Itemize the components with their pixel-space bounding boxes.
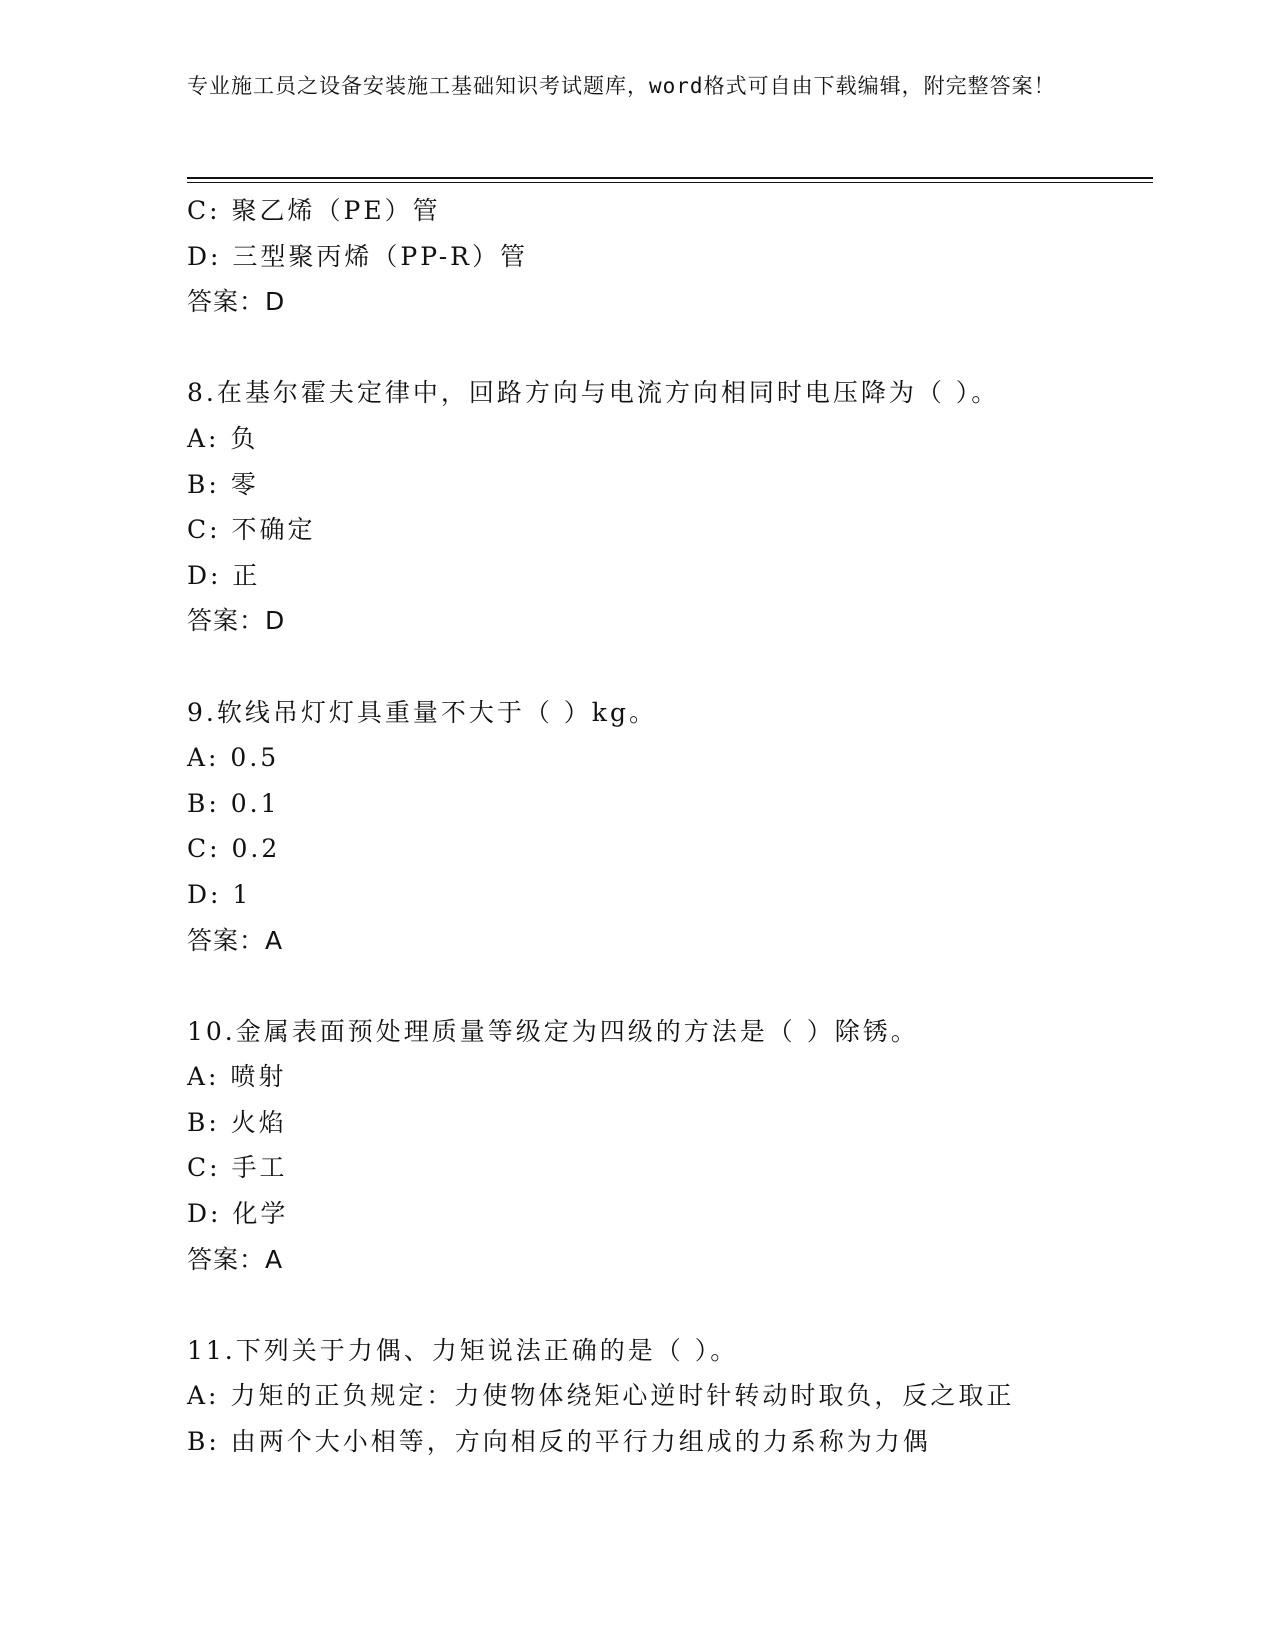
question-stem: 11.下列关于力偶、力矩说法正确的是（ ）。 [187, 1335, 739, 1365]
answer-line: 答案：D [187, 287, 286, 317]
header-rule-thick [187, 177, 1153, 179]
option-b: B: 零 [187, 469, 259, 499]
header-title: 专业施工员之设备安装施工基础知识考试题库，word格式可自由下载编辑，附完整答案！ [187, 74, 1056, 98]
option-d: D: 三型聚丙烯（PP-R）管 [187, 241, 528, 271]
option-b: B: 火焰 [187, 1107, 287, 1137]
option-b: B: 0.1 [187, 788, 280, 818]
spacer [187, 644, 1153, 690]
option-c: C: 聚乙烯（PE）管 [187, 196, 441, 225]
document-body [187, 188, 1153, 1465]
spacer [187, 325, 1153, 371]
header-rule-thin [187, 182, 1153, 183]
option-b: B: 由两个大小相等，方向相反的平行力组成的力系称为力偶 [187, 1427, 931, 1457]
spacer [187, 1282, 1153, 1328]
question-stem: 9.软线吊灯灯具重量不大于（ ）kg。 [187, 697, 657, 727]
answer-line: 答案：A [187, 1244, 284, 1274]
option-d: D: 正 [187, 560, 261, 590]
option-a: A: 力矩的正负规定：力使物体绕矩心逆时针转动时取负，反之取正 [187, 1381, 1015, 1411]
option-c: C: 0.2 [187, 834, 281, 864]
option-d: D: 化学 [187, 1199, 289, 1229]
option-c: C: 不确定 [187, 515, 316, 545]
question-block-11 [187, 1328, 1153, 1465]
option-a: A: 喷射 [187, 1062, 287, 1092]
question-block-8 [187, 370, 1153, 644]
question-block-9 [187, 690, 1153, 964]
spacer [187, 963, 1153, 1009]
document-header [187, 70, 1067, 102]
answer-line: 答案：D [187, 606, 286, 636]
question-block-10 [187, 1009, 1153, 1283]
question-block-continued [187, 188, 1153, 325]
option-c: C: 手工 [187, 1153, 288, 1183]
answer-line: 答案：A [187, 925, 284, 955]
question-stem: 8.在基尔霍夫定律中，回路方向与电流方向相同时电压降为（ ）。 [187, 378, 1000, 408]
question-stem: 10.金属表面预处理质量等级定为四级的方法是（ ）除锈。 [187, 1016, 919, 1046]
option-a: A: 0.5 [187, 743, 280, 773]
option-a: A: 负 [187, 423, 259, 453]
option-d: D: 1 [187, 879, 252, 909]
